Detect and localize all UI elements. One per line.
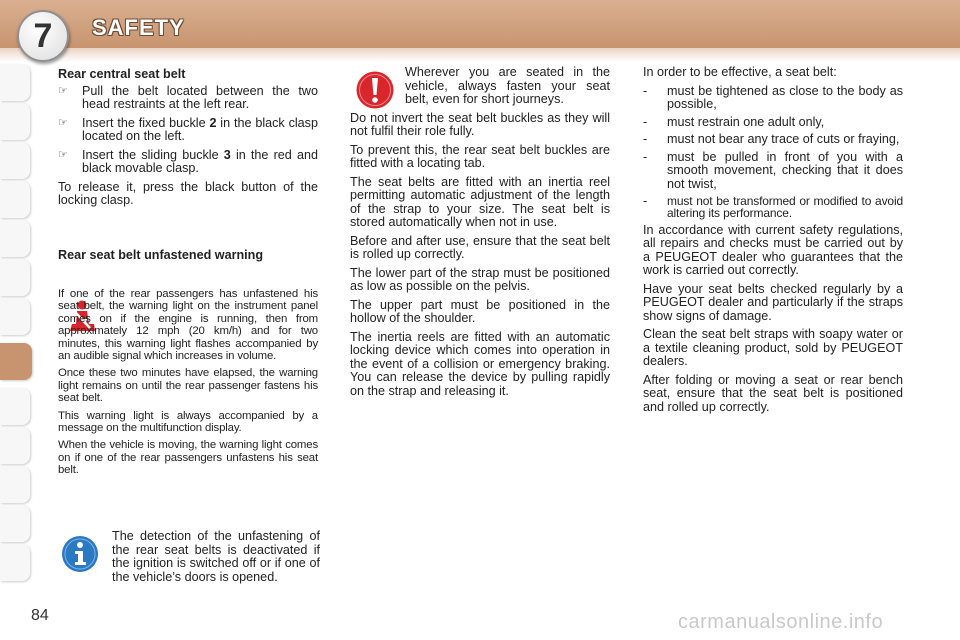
chapter-tab-7[interactable] [0, 298, 30, 335]
watermark: carmanualsonline.info [678, 611, 884, 633]
dash-text: must not bear any trace of cuts or fraying, [667, 132, 900, 146]
dash-text: must restrain one adult only, [667, 114, 825, 129]
list-item: - must restrain one adult only, [643, 116, 903, 130]
dash-text: must be pulled in front of you with a smooth movement, checking that it does not twist, [667, 149, 903, 191]
chapter-tab-6[interactable] [0, 259, 30, 296]
paragraph: After folding or moving a seat or rear bench seat, ensure that the seat belt is positioned and rolled up correctly. [643, 372, 903, 414]
warning-paragraph: Once these two minutes have elapsed, the warning light remains on until the rear passenger fastens his seat belt. [58, 367, 318, 405]
column-left [58, 68, 318, 213]
warning-paragraph: This warning light is always accompanied by a message on the multifunction display. [58, 409, 318, 435]
list-item [58, 117, 318, 144]
heading-unfastened-warning: Rear seat belt unfastened warning [58, 248, 264, 262]
release-instruction: To release it, press the black button of the locking clasp. [58, 179, 318, 207]
paragraph: The lower part of the strap must be positioned as low as possible on the pelvis. [350, 265, 610, 293]
chapter-tab-11[interactable] [0, 466, 30, 503]
column-right [643, 66, 903, 419]
safety-notice: Wherever you are seated in the vehicle, always fasten your seat belt, even for short journeys. [405, 65, 610, 106]
chapter-tab-3[interactable] [0, 142, 30, 179]
list-item [58, 85, 318, 112]
paragraph: In accordance with current safety regulations, all repairs and checks must be carried out by a PEUGEOT dealer who guarantees that the work is carried out correctly. [643, 222, 903, 278]
list-item: - must not bear any trace of cuts or fraying, [643, 133, 903, 147]
chapter-title: SAFETY [92, 15, 185, 40]
pointing-hand-icon: ☞ [58, 116, 68, 129]
info-note [112, 530, 320, 589]
chapter-tab-9[interactable] [0, 388, 30, 425]
bullet-text: Insert the fixed buckle 2 in the black clasp located on the left. [82, 115, 318, 143]
list-item: - must not be transformed or modified to avoid altering its performance. [643, 194, 903, 221]
chapter-tab-1[interactable] [0, 64, 30, 101]
warning-paragraph: When the vehicle is moving, the warning light comes on if one of the rear passengers unfastens his seat belt. [58, 439, 318, 477]
chapter-tab-12[interactable] [0, 505, 30, 542]
chapter-tab-2[interactable] [0, 103, 30, 140]
chapter-tab-4[interactable] [0, 181, 30, 218]
chapter-number: 7 [17, 10, 69, 62]
paragraph: Have your seat belts checked regularly by a PEUGEOT dealer and particularly if the straps show signs of damage. [643, 281, 903, 323]
chapter-tab-5[interactable] [0, 220, 30, 257]
chapter-tab-safety-active[interactable] [0, 343, 32, 380]
info-icon [60, 534, 100, 579]
paragraph: The upper part must be positioned in the hollow of the shoulder. [350, 297, 610, 325]
paragraph: Before and after use, ensure that the seat belt is rolled up correctly. [350, 233, 610, 261]
chapter-tab-13[interactable] [0, 544, 30, 581]
warning-description [58, 288, 318, 482]
chapter-tab-10[interactable] [0, 427, 30, 464]
paragraph: The seat belts are fitted with an inertia reel permitting automatic adjustment of the length of the strap to your size. The seat belt is stored automatically when not in use. [350, 174, 610, 229]
list-item [58, 149, 318, 176]
bullet-text: Insert the sliding buckle 3 in the red and black movable clasp. [82, 147, 318, 175]
pointing-hand-icon: ☞ [58, 84, 68, 97]
paragraph: The inertia reels are fitted with an automatic locking device which comes into operation in the event of a collision or emergency braking. You can release the device by pulling rapidly on the strap and releasing it. [350, 329, 610, 398]
pointing-hand-icon: ☞ [58, 148, 68, 161]
paragraph: Do not invert the seat belt buckles as they will not fulfil their role fully. [350, 110, 610, 138]
list-item: - must be pulled in front of you with a smooth movement, checking that it does not twist, [643, 149, 903, 191]
paragraph: To prevent this, the rear seat belt buckles are fitted with a locating tab. [350, 142, 610, 170]
list-item: - must be tightened as close to the body as possible, [643, 83, 903, 111]
paragraph: Clean the seat belt straps with soapy water or a textile cleaning product, sold by PEUGEOT dealers. [643, 327, 903, 369]
column-middle [350, 66, 610, 403]
bullet-text: Pull the belt located between the two head restraints at the left rear. [82, 83, 318, 111]
page-number: 84 [31, 607, 49, 624]
dash-text: must be tightened as close to the body as possible, [667, 83, 903, 111]
requirements-intro: In order to be effective, a seat belt: [643, 65, 837, 79]
dash-text: must not be transformed or modified to avoid altering its performance. [667, 194, 903, 221]
header-fade [0, 48, 960, 62]
warning-intro: If one of the rear passengers has unfastened his seat belt, the warning light on the instrument panel comes on if the engine is running, then from approximately 12 mph (20 km/h) and for two minutes, this warning light flashes accompanied by an audible signal which increases in volume. [58, 288, 318, 363]
info-note-text: The detection of the unfastening of the rear seat belts is deactivated if the ignition is switched off or if one of the vehicle’s doors is opened. [112, 529, 320, 584]
heading-rear-central-seat-belt: Rear central seat belt [58, 67, 186, 81]
